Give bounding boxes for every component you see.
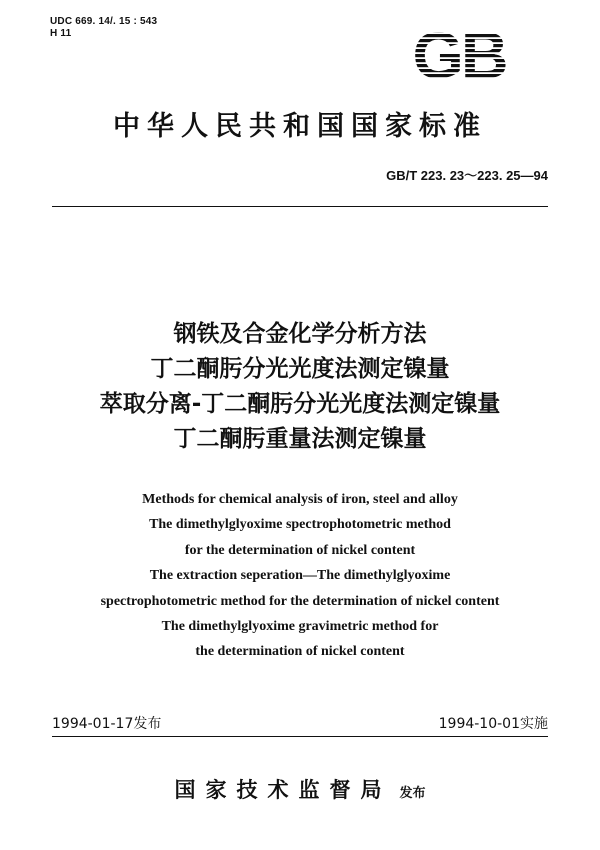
en-title-line: The dimethylglyoxime spectrophotometric method (149, 517, 451, 533)
issuer-name: 国家技术监督局 (174, 778, 392, 802)
cn-title-line: 丁二酮肟分光光度法测定镍量 (150, 356, 450, 382)
en-title-line: Methods for chemical analysis of iron, steel and alloy (142, 492, 458, 507)
cn-title-line: 钢铁及合金化学分析方法 (173, 321, 427, 347)
organization-title: 中华人民共和国国家标准 (113, 111, 487, 142)
bottom-divider (52, 736, 548, 737)
en-title-line: for the determination of nickel content (184, 542, 416, 558)
udc-code: UDC 669. 14/. 15 : 543 (50, 16, 158, 27)
en-title-line: The extraction seperation—The dimethylglyoxime (149, 568, 451, 584)
cn-title-line: 萃取分离-丁二酮肟分光光度法测定镍量 (99, 391, 501, 417)
standard-number: GB/T 223. 23～223. 25—94 (386, 168, 548, 183)
issue-date: 1994-01-17发布 (52, 716, 162, 732)
effective-date: 1994-10-01实施 (438, 716, 548, 732)
en-title-line: The dimethylglyoxime gravimetric method for (161, 619, 439, 635)
classification-block (50, 16, 157, 40)
gb-logo (408, 24, 510, 84)
h-code: H 11 (50, 28, 72, 39)
chinese-title (0, 317, 600, 457)
english-title (0, 487, 600, 665)
issuer-action: 发布 (399, 786, 426, 801)
top-divider (52, 206, 548, 207)
en-title-line: spectrophotometric method for the determination of nickel content (100, 593, 500, 609)
gb-logo-text: GB (412, 24, 506, 84)
en-title-line: the determination of nickel content (195, 644, 405, 660)
issuer-line (0, 774, 600, 804)
cn-title-line: 丁二酮肟重量法测定镍量 (173, 426, 427, 452)
